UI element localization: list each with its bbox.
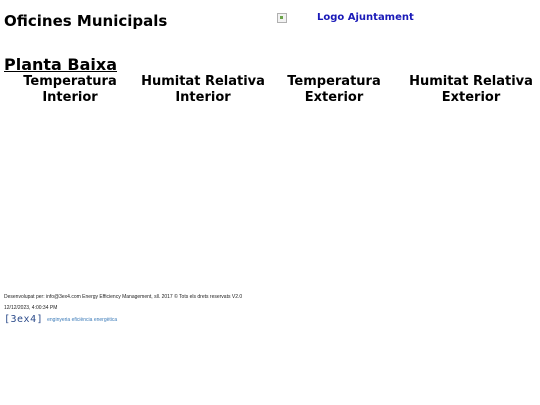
metric-header-line: Exterior (304, 90, 364, 105)
municipality-logo (277, 12, 414, 23)
metric-header-line: Humitat Relativa (141, 74, 265, 89)
footer (4, 294, 242, 325)
floor-title: Planta Baixa (4, 55, 118, 74)
broken-image-icon (277, 13, 287, 23)
metric-header-line: Humitat Relativa (409, 74, 533, 89)
metrics-header-row (0, 74, 540, 106)
metric-header-line: Temperatura (23, 74, 117, 89)
metric-header-line: Exterior (441, 90, 501, 105)
metric-header-indoor-temperature (0, 74, 140, 106)
brand-tagline: enginyeria eficiència energètica (47, 316, 118, 323)
brand-logo[interactable]: [3ex4] (4, 314, 44, 325)
metric-header-line: Interior (42, 90, 98, 105)
metric-header-indoor-humidity (140, 74, 266, 106)
footer-timestamp: 12/12/2023, 4:00:34 PM (4, 305, 58, 311)
logo-alt-text: Logo Ajuntament (317, 12, 414, 23)
footer-credit: Desenvolupat per: info@3ex4.com Energy Efficiency Management, sll. 2017 © Tots els drets reservats V2.0 (4, 294, 243, 300)
metric-header-line: Interior (175, 90, 231, 105)
metric-header-outdoor-humidity (402, 74, 540, 106)
metric-header-line: Temperatura (287, 74, 381, 89)
page-title: Oficines Municipals (4, 12, 168, 30)
brand[interactable] (4, 314, 242, 325)
metric-header-outdoor-temperature (266, 74, 402, 106)
